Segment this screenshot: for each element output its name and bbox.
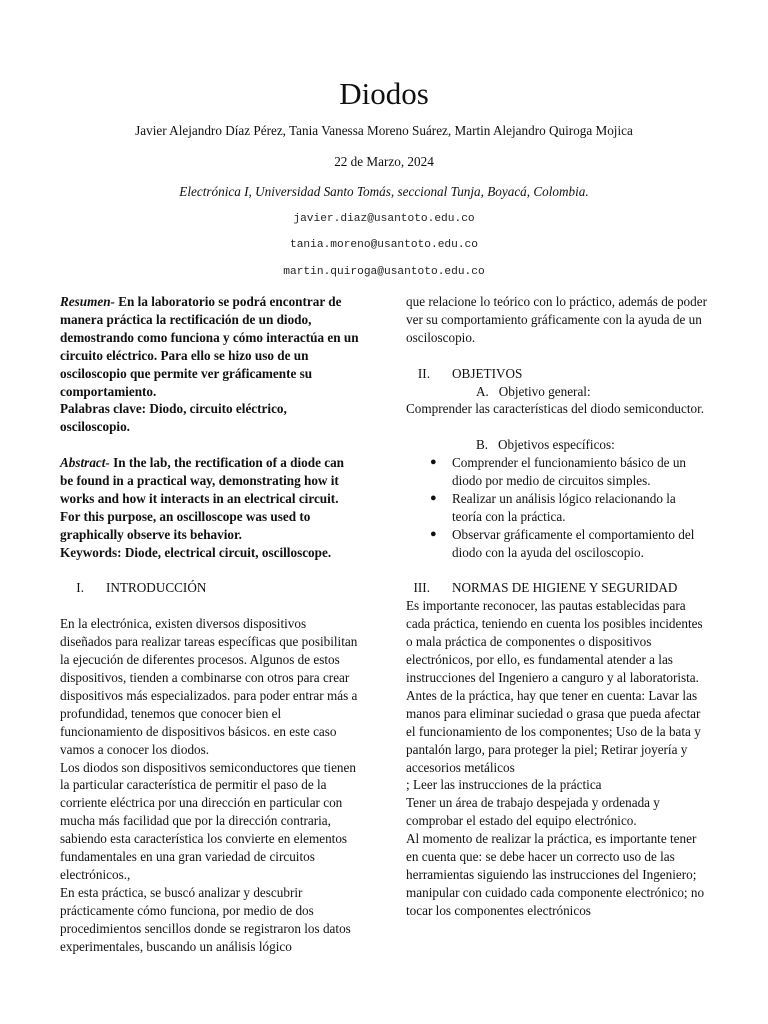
section-heading-intro (60, 579, 360, 597)
abstract-keywords: Keywords: Diode, electrical circuit, oscilloscope. (60, 544, 332, 560)
normas-paragraph-2: Antes de la práctica, hay que tener en cuenta: Lavar las manos para eliminar suciedad o grasa que pueda afectar el funcionamiento de los componentes; Uso de la bata y pantalón largo, para proteger la piel; Retirar joyería y accesorios metálicos (406, 687, 701, 775)
author-email-2: tania.moreno@usantoto.edu.co (290, 239, 478, 251)
intro-paragraph-3: En esta práctica, se buscó analizar y descubrir prácticamente cómo funciona, por medio de dos procedimientos sencillos donde se registraron los datos experimentales, buscando un análisis lógico (60, 884, 351, 954)
normas-paragraph-3: ; Leer las instrucciones de la práctica (406, 777, 602, 793)
author-email-3: martin.quiroga@usantoto.edu.co (283, 266, 485, 278)
list-item (406, 454, 708, 490)
author-email-1: javier.diaz@usantoto.edu.co (293, 213, 475, 225)
subsection-especificos: B. Objetivos específicos: (476, 437, 615, 453)
normas-paragraph-1: Es importante reconocer, las pautas establecidas para cada práctica, teniendo en cuenta los posibles incidentes o mala práctica de componentes o dispositivos electrónicos, por ello, es fundamental atender a las instrucciones del Ingeniero a canguro y al laboratorista. (406, 598, 703, 685)
intro-paragraph-1: En la electrónica, existen diversos dispositivos diseñados para realizar tareas específicas que posibilitan la ejecución de diferentes procesos. Algunos de estos dispositivos, tienden a combinarse con otros para crear dispositivos más especializados. para poder entrar más a profundidad, tenemos que conocer bien el funcionamiento de dispositivos básicos. en este caso vamos a conocer los diodos. (60, 616, 358, 757)
section-title: OBJETIVOS (452, 365, 523, 381)
right-column (406, 293, 708, 920)
bullet-icon: ● (430, 491, 437, 504)
section-number: I. (76, 580, 84, 596)
left-column (60, 293, 360, 955)
list-item-text: Realizar un análisis lógico relacionando la teoría con la práctica. (452, 490, 676, 524)
section-heading-objetivos (406, 365, 708, 383)
abstract-label: Abstract- (60, 455, 110, 471)
list-item-text: Observar gráficamente el comportamiento del diodo con la ayuda del osciloscopio. (452, 526, 695, 560)
bullet-icon: ● (430, 527, 437, 540)
normas-paragraph-4: Tener un área de trabajo despejada y ordenada y comprobar el estado del equipo electrónico. (406, 795, 660, 829)
section-number: III. (413, 580, 430, 596)
affiliation: Electrónica I, Universidad Santo Tomás, seccional Tunja, Boyacá, Colombia. (179, 184, 589, 199)
bullet-icon: ● (430, 456, 437, 469)
resumen-keywords: Palabras clave: Diodo, circuito eléctrico, osciloscopio. (60, 401, 287, 435)
paper-title: Diodos (339, 76, 429, 111)
list-item-text: Comprender el funcionamiento básico de un diodo por medio de circuitos simples. (452, 455, 687, 489)
author-list: Javier Alejandro Díaz Pérez, Tania Vanessa Moreno Suárez, Martin Alejandro Quiroga Mojica (135, 123, 633, 138)
abstract-paragraph (60, 454, 360, 544)
publication-date: 22 de Marzo, 2024 (334, 154, 434, 169)
resumen-label: Resumen- (60, 294, 115, 309)
section-title: INTRODUCCIÓN (106, 580, 207, 596)
resumen-text: En la laboratorio se podrá encontrar de manera práctica la rectificación de un diodo, demostrando como funciona y cómo interactúa en un circuito eléctrico. Para ello se hizo uso de un osciloscopio que permite ver gráficamente su comportamiento. (60, 294, 359, 399)
section-title: NORMAS DE HIGIENE Y SEGURIDAD (452, 580, 678, 596)
normas-paragraph-5: Al momento de realizar la práctica, es importante tener en cuenta que: se debe hacer un correcto uso de las herramientas siguiendo las instrucciones del Ingeniero; manipular con cuidado cada componente electrónico; no tocar los componentes electrónicos (406, 831, 705, 918)
section-number: II. (417, 365, 430, 381)
list-item (406, 526, 708, 562)
objetivo-general-text: Comprender las características del diodo semiconductor. (406, 401, 705, 417)
intro-paragraph-3-continued: que relacione lo teórico con lo práctico, además de poder ver su comportamiento gráficamente con la ayuda de un osciloscopio. (406, 294, 707, 345)
abstract-text: In the lab, the rectification of a diode can be found in a practical way, demonstrating how it works and how it interacts in an electrical circuit. For this purpose, an oscilloscope was used to graphically observe its behavior. (60, 455, 345, 542)
resumen-paragraph (60, 293, 360, 400)
list-item (406, 490, 708, 526)
objetivos-list (406, 454, 708, 561)
section-heading-normas (406, 579, 708, 597)
subsection-general: A. Objetivo general: (476, 383, 591, 399)
intro-paragraph-2: Los diodos son dispositivos semiconductores que tienen la particular característica de permitir el paso de la corriente eléctrica por una dirección en particular con mucha más facilidad que por la dirección contraria, sabiendo esta característica los convierte en elementos fundamentales en una gran variedad de circuitos electrónicos., (60, 759, 356, 882)
